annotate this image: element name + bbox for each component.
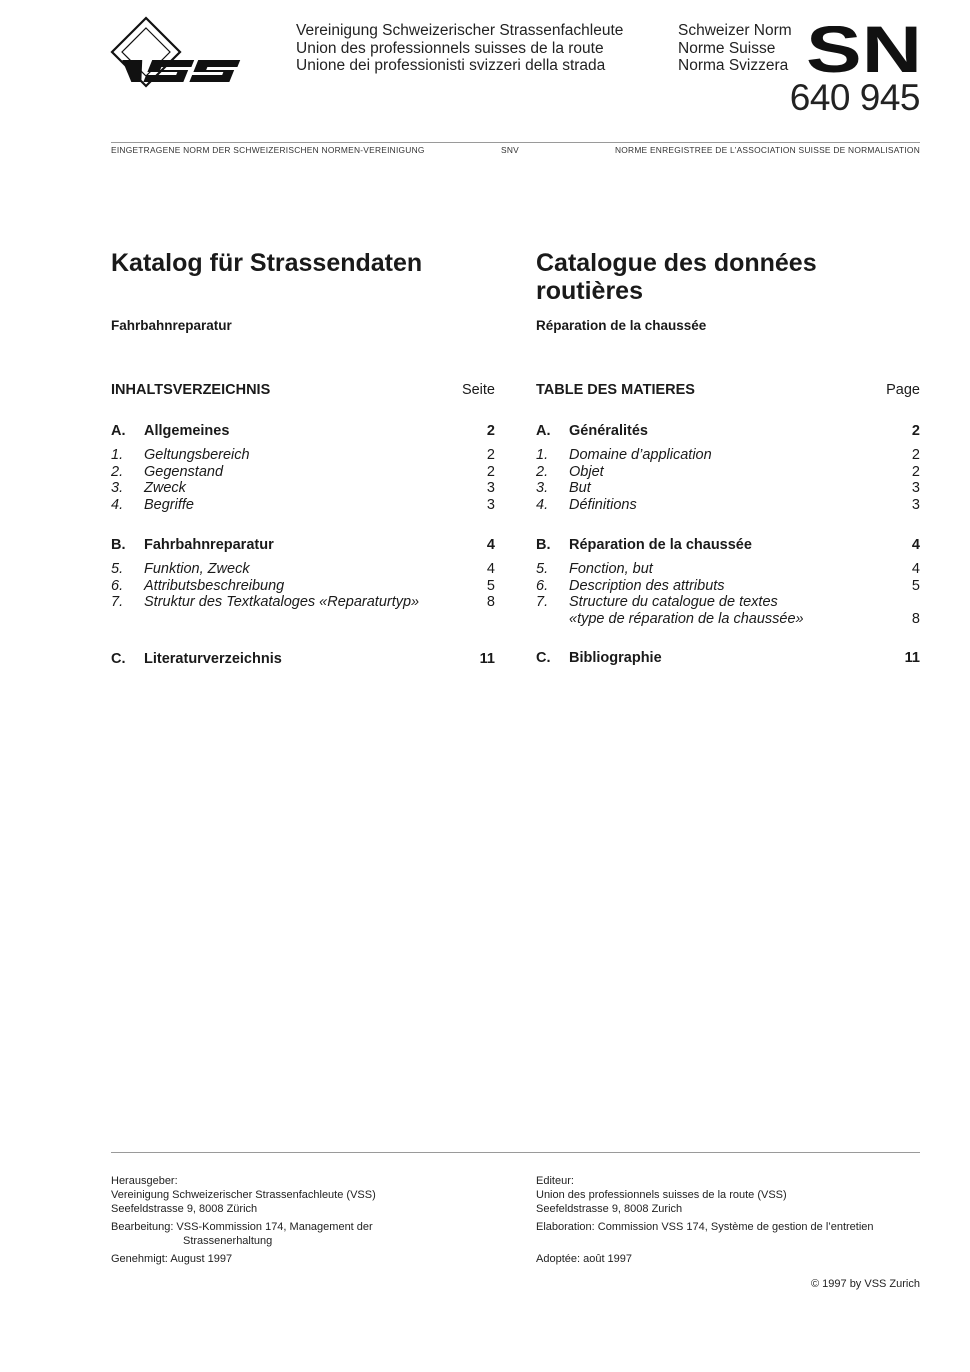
section-page: 11: [479, 650, 495, 667]
item-label: Fonction, but: [569, 561, 653, 577]
item-page: 4: [486, 561, 495, 577]
footer-de: [111, 1174, 501, 1266]
publisher-label: Editeur:: [536, 1175, 574, 1187]
section-label: Généralités: [569, 423, 648, 439]
toc-de: [111, 382, 495, 668]
item-label-line2: «type de réparation de la chaussée»: [569, 610, 804, 627]
toc-section: [536, 650, 920, 667]
item-page: 4: [911, 561, 920, 577]
toc-item: [536, 480, 920, 497]
item-label: [569, 594, 890, 627]
processing-info-cont: Strassenerhaltung: [183, 1235, 273, 1247]
registration-snv: SNV: [501, 145, 519, 155]
item-label: Begriffe: [144, 496, 194, 513]
toc-heading-row: [111, 382, 495, 398]
publisher-label: Herausgeber:: [111, 1175, 178, 1187]
page-column-label: Page: [886, 382, 920, 398]
vss-logo-text: VSS: [110, 16, 113, 17]
item-label: Gegenstand: [144, 463, 224, 480]
item-number: 4.: [111, 496, 124, 513]
copyright: © 1997 by VSS Zurich: [811, 1278, 920, 1290]
item-page: 3: [911, 480, 920, 496]
section-page: 11: [904, 650, 920, 666]
header-divider: [111, 142, 920, 143]
publisher-name: Union des professionnels suisses de la route (VSS): [536, 1189, 787, 1201]
item-label: Définitions: [569, 496, 637, 513]
toc-item: [536, 561, 920, 578]
item-page: 2: [911, 447, 920, 463]
norm-type-fr: Norme Suisse: [678, 39, 776, 57]
section-number: A.: [536, 423, 551, 439]
item-page: 2: [911, 463, 920, 480]
item-page: 3: [486, 480, 495, 496]
section-label: Réparation de la chaussée: [569, 537, 752, 553]
title-fr-line1: Catalogue des données: [536, 249, 817, 277]
item-page: 3: [486, 496, 495, 513]
item-page: 8: [486, 594, 495, 610]
section-label: Literaturverzeichnis: [144, 650, 282, 667]
item-page: 5: [911, 577, 920, 594]
norm-type: [678, 22, 792, 75]
item-number: 2.: [111, 463, 124, 480]
toc-heading: INHALTSVERZEICHNIS: [111, 382, 271, 398]
toc-section: [536, 537, 920, 554]
item-label: Objet: [569, 463, 604, 480]
item-label: Zweck: [144, 480, 186, 496]
toc-item: [111, 578, 495, 595]
item-label-line1: Structure du catalogue de textes: [569, 594, 778, 610]
item-page: 3: [911, 496, 920, 513]
item-label: Description des attributs: [569, 577, 725, 594]
item-page: 2: [486, 447, 495, 463]
toc-item: [111, 594, 495, 611]
organization-name-de: Vereinigung Schweizerischer Strassenfachleute: [296, 22, 624, 39]
toc-fr: [536, 382, 920, 667]
item-number: 1.: [536, 447, 549, 463]
item-number: 4.: [536, 496, 549, 513]
toc-item: [111, 480, 495, 497]
item-label: But: [569, 480, 591, 496]
item-number: 5.: [536, 561, 549, 577]
toc-heading-row: [536, 382, 920, 398]
toc-item: [111, 464, 495, 481]
item-page: 8: [911, 610, 920, 627]
toc-section: [111, 423, 495, 440]
publisher-address: Seefeldstrasse 9, 8008 Zürich: [111, 1203, 258, 1215]
publisher-address: Seefeldstrasse 9, 8008 Zurich: [536, 1203, 683, 1215]
approval-date: Adoptée: août 1997: [536, 1253, 633, 1265]
organization-name-fr: Union des professionnels suisses de la route: [296, 39, 604, 57]
toc-section: [111, 537, 495, 554]
toc-item: [111, 561, 495, 578]
item-number: 1.: [111, 447, 124, 463]
item-page: 5: [486, 577, 495, 594]
item-number: 7.: [111, 594, 124, 610]
section-label: Allgemeines: [144, 423, 230, 439]
organization-name-it: Unione dei professionisti svizzeri della strada: [296, 57, 606, 74]
toc-item: [536, 594, 920, 627]
title-de: Katalog für Strassendaten: [111, 249, 423, 277]
section-page: 2: [911, 423, 920, 439]
norm-type-it: Norma Svizzera: [678, 57, 789, 74]
section-number: B.: [111, 537, 126, 553]
title-fr: [536, 249, 817, 305]
subtitle-de: Fahrbahnreparatur: [111, 318, 232, 333]
section-number: B.: [536, 537, 551, 553]
item-number: 3.: [111, 480, 124, 496]
toc-item: [536, 578, 920, 595]
section-number: C.: [111, 650, 126, 667]
toc-item: [536, 497, 920, 514]
toc-item: [536, 464, 920, 481]
vss-logo: [110, 16, 268, 88]
section-page: 2: [486, 423, 495, 439]
footer-divider: [111, 1152, 920, 1153]
toc-section: [536, 423, 920, 440]
item-number: 2.: [536, 463, 549, 480]
section-page: 4: [911, 537, 920, 553]
registration-text-de: EINGETRAGENE NORM DER SCHWEIZERISCHEN NORMEN-VEREINIGUNG: [111, 145, 425, 155]
norm-type-de: Schweizer Norm: [678, 22, 792, 39]
toc-heading: TABLE DES MATIERES: [536, 382, 695, 398]
section-number: A.: [111, 423, 126, 439]
item-number: 3.: [536, 480, 549, 496]
section-label: Bibliographie: [569, 650, 662, 666]
item-number: 6.: [111, 577, 124, 594]
processing-info: Elaboration: Commission VSS 174, Système de gestion de l’entretien: [536, 1221, 874, 1233]
section-number: C.: [536, 650, 551, 666]
sn-logo: [806, 26, 922, 76]
organization-names: [296, 22, 623, 75]
approval-date: Genehmigt: August 1997: [111, 1253, 233, 1265]
item-page: 2: [486, 463, 495, 480]
toc-item: [111, 497, 495, 514]
toc-item: [111, 447, 495, 464]
publisher-name: Vereinigung Schweizerischer Strassenfachleute (VSS): [111, 1189, 376, 1201]
processing-info: Bearbeitung: VSS-Kommission 174, Management der: [111, 1221, 373, 1233]
item-label: Geltungsbereich: [144, 447, 250, 463]
item-label: Funktion, Zweck: [144, 561, 250, 577]
item-number: 6.: [536, 577, 549, 594]
item-number: 5.: [111, 561, 124, 577]
item-label: Domaine d’application: [569, 447, 712, 463]
item-label: Struktur des Textkataloges «Reparaturtyp»: [144, 594, 420, 610]
subtitle-fr: Réparation de la chaussée: [536, 318, 707, 333]
title-fr-line2: routières: [536, 277, 643, 305]
sn-logo-text: SN: [806, 26, 922, 76]
toc-section: [111, 651, 495, 668]
section-label: Fahrbahnreparatur: [144, 537, 274, 553]
footer-fr: [536, 1174, 920, 1266]
registration-text-fr: NORME ENREGISTREE DE L’ASSOCIATION SUISSE DE NORMALISATION: [614, 145, 920, 155]
norm-number: 640 945: [789, 77, 920, 118]
item-label: Attributsbeschreibung: [144, 577, 285, 594]
item-number: 7.: [536, 594, 549, 610]
page-column-label: Seite: [461, 382, 495, 398]
section-page: 4: [486, 537, 495, 553]
toc-item: [536, 447, 920, 464]
